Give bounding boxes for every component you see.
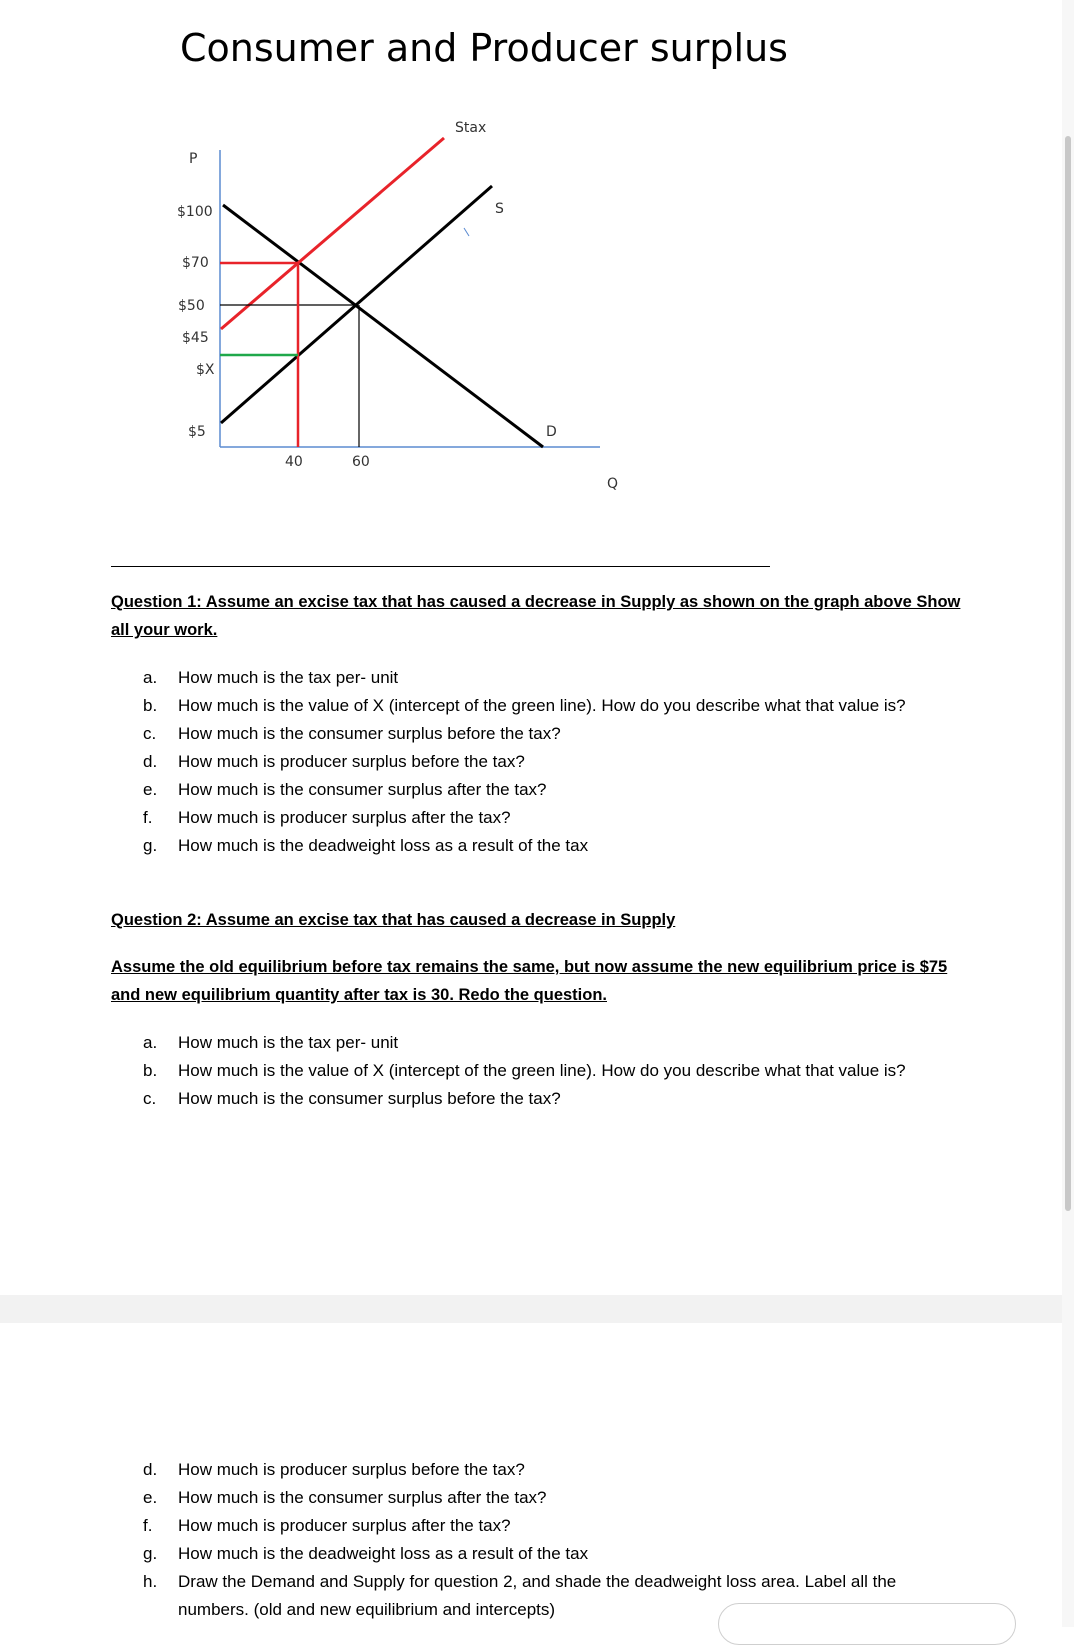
question2-list-top bbox=[0, 1029, 958, 1113]
list-marker: b. bbox=[143, 1061, 158, 1080]
list-text: How much is producer surplus after the tax? bbox=[178, 808, 511, 827]
list-item bbox=[0, 720, 958, 748]
y-tick-x: $X bbox=[196, 362, 215, 378]
list-marker: d. bbox=[143, 1460, 158, 1479]
list-marker: h. bbox=[143, 1572, 158, 1591]
question2-subheading: Assume the old equilibrium before tax remains the same, but now assume the new equilibrium price is $75 and new equilibrium quantity after tax is 30. Redo the question. bbox=[111, 958, 948, 1004]
section-divider bbox=[111, 566, 770, 567]
supply-pointer-mark bbox=[464, 228, 469, 236]
list-marker: a. bbox=[143, 1033, 158, 1052]
supply-label: S bbox=[495, 201, 504, 217]
list-item bbox=[0, 1540, 958, 1568]
list-item bbox=[0, 1484, 958, 1512]
question2-list-bottom bbox=[0, 1456, 958, 1624]
y-tick-100: $100 bbox=[177, 204, 213, 220]
list-item bbox=[0, 748, 958, 776]
list-text: How much is the consumer surplus after the tax? bbox=[178, 1488, 547, 1507]
list-item bbox=[0, 1057, 958, 1085]
list-marker: g. bbox=[143, 1544, 158, 1563]
list-text: How much is the consumer surplus before the tax? bbox=[178, 724, 561, 743]
list-text: How much is producer surplus after the tax? bbox=[178, 1516, 511, 1535]
y-tick-45: $45 bbox=[182, 330, 209, 346]
list-text: How much is producer surplus before the tax? bbox=[178, 1460, 525, 1479]
list-item bbox=[0, 832, 958, 860]
list-marker: e. bbox=[143, 780, 158, 799]
x-tick-40: 40 bbox=[285, 454, 303, 470]
demand-curve bbox=[223, 205, 543, 447]
list-text: How much is the tax per- unit bbox=[178, 668, 399, 687]
list-marker: a. bbox=[143, 668, 158, 687]
list-item bbox=[0, 1512, 958, 1540]
stax-label: Stax bbox=[455, 120, 487, 136]
list-text: How much is the consumer surplus before the tax? bbox=[178, 1089, 561, 1108]
list-marker: f. bbox=[143, 808, 153, 827]
list-item bbox=[0, 692, 958, 720]
question1-heading: Question 1: Assume an excise tax that has caused a decrease in Supply as shown on the graph above Show all your work. bbox=[111, 593, 961, 639]
list-marker: f. bbox=[143, 1516, 153, 1535]
list-text: How much is the deadweight loss as a result of the tax bbox=[178, 836, 589, 855]
supply-demand-graph bbox=[0, 0, 640, 500]
y-tick-5: $5 bbox=[188, 424, 206, 440]
list-text: How much is the tax per- unit bbox=[178, 1033, 399, 1052]
list-marker: c. bbox=[143, 1089, 157, 1108]
list-text: Draw the Demand and Supply for question 2, and shade the deadweight loss area. Label all the numbers. (old and new equilibrium and intercepts) bbox=[178, 1572, 897, 1619]
supply-tax-curve bbox=[221, 138, 444, 329]
list-marker: d. bbox=[143, 752, 158, 771]
demand-label: D bbox=[546, 424, 557, 440]
list-item bbox=[0, 776, 958, 804]
list-marker: e. bbox=[143, 1488, 158, 1507]
list-item bbox=[0, 804, 958, 832]
page-break bbox=[0, 1295, 1062, 1323]
question2-heading: Question 2: Assume an excise tax that has caused a decrease in Supply bbox=[111, 911, 676, 929]
list-marker: g. bbox=[143, 836, 158, 855]
floating-widget[interactable] bbox=[718, 1603, 1016, 1645]
list-text: How much is the deadweight loss as a result of the tax bbox=[178, 1544, 589, 1563]
list-text: How much is the consumer surplus after the tax? bbox=[178, 780, 547, 799]
question1-list bbox=[0, 664, 958, 860]
page-title: Consumer and Producer surplus bbox=[180, 26, 788, 70]
list-item bbox=[0, 1029, 958, 1057]
y-tick-70: $70 bbox=[182, 255, 209, 271]
list-marker: b. bbox=[143, 696, 158, 715]
list-text: How much is the value of X (intercept of the green line). How do you describe what that value is? bbox=[178, 696, 906, 715]
list-item bbox=[0, 664, 958, 692]
list-text: How much is producer surplus before the tax? bbox=[178, 752, 525, 771]
x-tick-60: 60 bbox=[352, 454, 370, 470]
q-axis-label: Q bbox=[607, 476, 619, 492]
y-tick-50: $50 bbox=[178, 298, 205, 314]
list-item bbox=[0, 1456, 958, 1484]
list-text: How much is the value of X (intercept of the green line). How do you describe what that value is? bbox=[178, 1061, 906, 1080]
list-item bbox=[0, 1085, 958, 1113]
list-marker: c. bbox=[143, 724, 157, 743]
p-axis-label: P bbox=[189, 151, 198, 167]
scrollbar-thumb[interactable] bbox=[1065, 136, 1071, 1211]
